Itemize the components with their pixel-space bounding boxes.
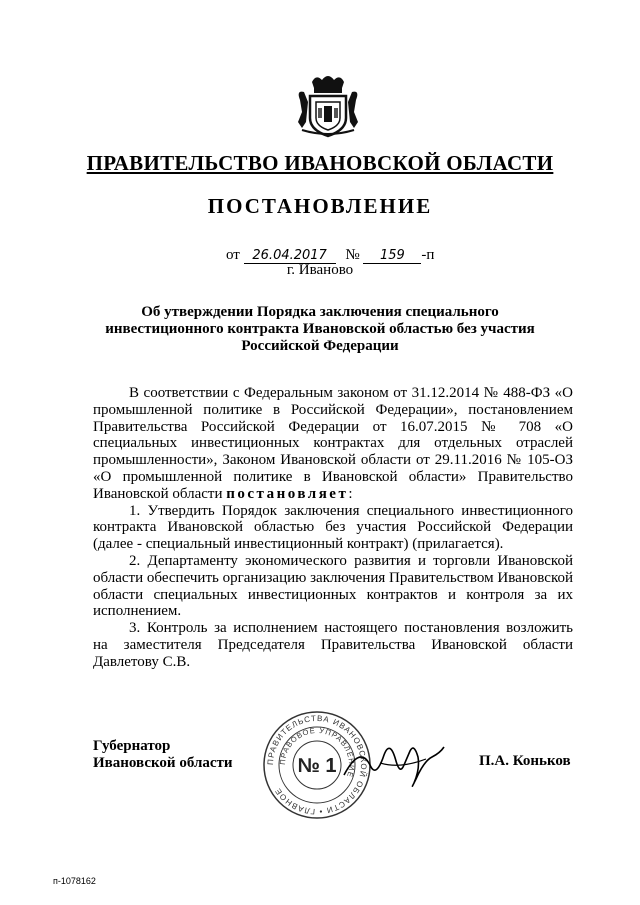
document-number: 159 — [363, 248, 421, 264]
decree-colon: : — [348, 485, 353, 502]
city: г. Иваново — [286, 262, 354, 278]
government-title: ПРАВИТЕЛЬСТВО ИВАНОВСКОЙ ОБЛАСТИ — [86, 151, 554, 175]
document-type: ПОСТАНОВЛЕНИЕ — [207, 194, 433, 218]
position-line: Губернатор — [93, 738, 171, 754]
signatory-name: П.А. Коньков — [479, 753, 571, 769]
stamp-outer-text: ПРАВИТЕЛЬСТВА ИВАНОВСКОЙ ОБЛАСТИ • ГЛАВНОЕ — [265, 713, 369, 817]
item-paragraph: 2. Департаменту экономического развития и торговли Ивановской области обеспечить организацию заключения Правительством Ивановской области специальных инвестиционных контрактов и контроля за их исполнением. — [93, 552, 573, 620]
document-body — [93, 385, 573, 671]
number-sign: № — [345, 247, 360, 263]
footer-code: п-1078162 — [53, 876, 96, 886]
document-heading: Об утверждении Порядка заключения специального инвестиционного контракта Ивановской областью без участия Российской Федерации — [105, 304, 535, 354]
item-paragraph: 3. Контроль за исполнением настоящего постановления возложить на заместителя Председателя Правительства Ивановской области Давлетову С.В. — [93, 620, 573, 670]
stamp-inner-text: ПРАВОВОЕ УПРАВЛЕНИЕ — [277, 725, 357, 779]
number-suffix: -п — [421, 247, 435, 263]
signatory-position — [93, 738, 233, 772]
handwritten-signature — [340, 735, 450, 795]
coat-of-arms-emblem — [296, 72, 360, 138]
position-line: Ивановской области — [93, 755, 233, 771]
preamble-text: В соответствии с Федеральным законом от 31.12.2014 № 488-ФЗ «О промышленной политике в Российской Федерации», постановлением Правительства Российской Федерации от 16.07.2015 № 708 «О специальных инвестиционных контрактах для отдельных отраслей промышленности», Законом Ивановской области от 29.11.2016 № 105-ОЗ «О промышленной политике в Ивановской области» Правительство Ивановской области — [93, 385, 573, 502]
preamble-paragraph — [93, 385, 573, 503]
document-date: 26.04.2017 — [244, 248, 336, 264]
stamp-number: № 1 — [297, 755, 337, 777]
item-paragraph: 1. Утвердить Порядок заключения специального инвестиционного контракта Ивановской областью без участия Российской Федерации (далее - специальный инвестиционный контракт) (прилагается). — [93, 502, 573, 553]
date-prefix: от — [226, 247, 240, 263]
decree-word: постановляет — [226, 485, 349, 502]
